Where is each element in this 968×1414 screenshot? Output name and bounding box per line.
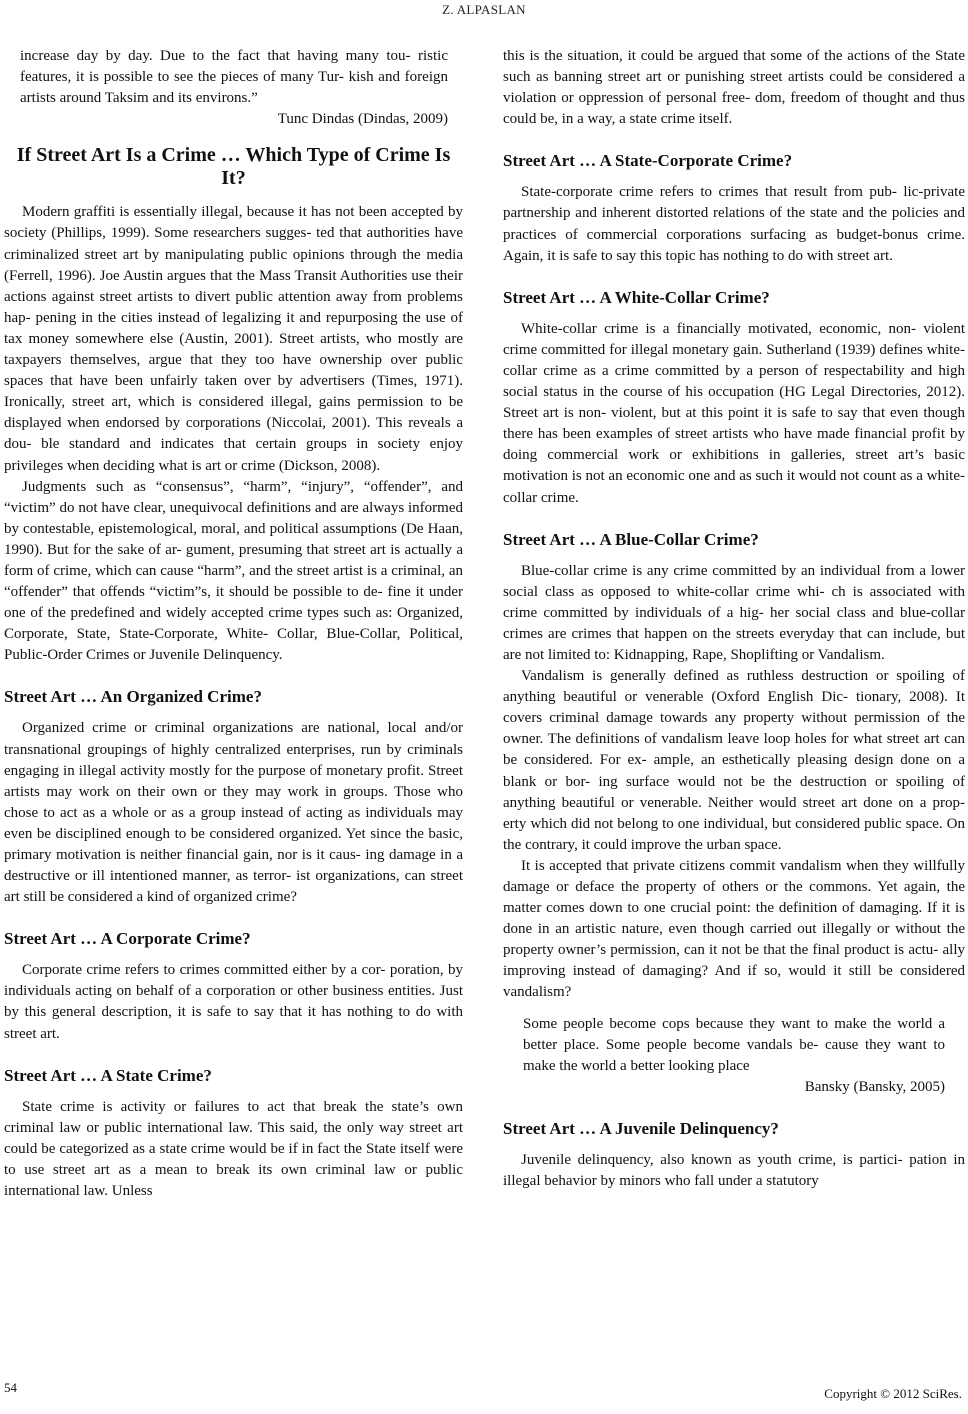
- paragraph: Organized crime or criminal organizations are national, local and/or transnational groupings of highly centralized enterprises, run by criminals engaging in illegal activity mostly for the purpose of monetary profit. Street artists may work on their own or they may work in groups. Those who chose to act as a whole or as a group instead of acting as individuals may even be disciplined enough to be considered organized. Yet since the basic, primary motivation is neither financial gain, nor is it caus- ing damage in a destructive or ill intentioned manner, as terror- ist organizations, can street art still be considered a kind of organized crime?: [4, 720, 463, 906]
- running-head: Z. ALPASLAN: [442, 2, 526, 17]
- right-column: [503, 46, 965, 1192]
- paragraph: Corporate crime refers to crimes committed either by a cor- poration, by individuals acting on behalf of a corporation or other business entities. Just by this general description, it is safe to say that it has nothing to do with street art.: [4, 962, 463, 1042]
- heading-blue-collar-crime: Street Art … A Blue-Collar Crime?: [503, 529, 759, 549]
- heading-organized-crime: Street Art … An Organized Crime?: [4, 687, 262, 707]
- paragraph: State-corporate crime refers to crimes that result from pub- lic-private partnership and inherent distorted relations of the state and the policies and practices of commercial corporations surfacing as budget-bonus crime. Again, it is safe to say this topic has nothing to do with street art.: [503, 184, 965, 264]
- paragraph: State crime is activity or failures to act that break the state’s own criminal law or public international law. This said, the only way street art could be categorized as a state crime would be if in fact the State itself were to use street art as a mean to break its own criminal law or public international law. Unless: [4, 1098, 463, 1200]
- heading-state-corporate-crime: Street Art … A State-Corporate Crime?: [503, 151, 793, 171]
- heading-white-collar-crime: Street Art … A White-Collar Crime?: [503, 287, 770, 307]
- paragraph: Modern graffiti is essentially illegal, because it has not been accepted by society (Phillips, 1999). Some researchers sugges- ted that authorities have criminalized street art by manipulating public opinions through the media (Ferrell, 1996). Joe Austin argues that the Mass Transit Authorities use their actions against street artists to divert public attention away from problems hap- pening in the cities instead of legalizing it and repurposing the use of tax money somewhere else (Austin, 2001). Street artists, who mostly are taxpayers themselves, argue that they too have ownership over public spaces that have been unfairly taken over by advertisers (Times, 1971). Ironically, street art, which is considered illegal, gains permission to be displayed when endorsed by corporations (Niccolai, 2001). This reveals a dou- ble standard and indicates that certain groups in society enjoy privileges when deciding what is art or crime (Dickson, 2008).: [4, 204, 463, 474]
- heading-corporate-crime: Street Art … A Corporate Crime?: [4, 929, 251, 949]
- paragraph: Juvenile delinquency, also known as youth crime, is partici- pation in illegal behavior by minors who fall under a statutory: [503, 1151, 965, 1190]
- heading-state-crime: Street Art … A State Crime?: [4, 1065, 212, 1085]
- paragraph: White-collar crime is a financially motivated, economic, non- violent crime committed for illegal monetary gain. Sutherland (1939) defines white-collar crime as a crime committed by a person of respectability and high social status in the course of his occupation (HG Legal Directories, 2012). Street art is non- violent, but at this point it is safe to say that even though there has been examples of street artists who have made financial profit by doing commercial work or exhibitions in galleries, street art’s basic motivation is not an economic one and as such it would not count as a white-collar crime.: [503, 320, 965, 506]
- left-column: [4, 46, 463, 1202]
- heading-juvenile-delinquency: Street Art … A Juvenile Delinquency?: [503, 1118, 779, 1138]
- paragraph: this is the situation, it could be argued that some of the actions of the State such as banning street art or punishing street artists could be considered a violation or oppression of personal free- dom, freedom of thought and thus could be, in a way, a state crime itself.: [503, 48, 965, 128]
- paragraph: Judgments such as “consensus”, “harm”, “injury”, “offender”, and “victim” do not have clear, unequivocal definitions and are always informed by contestable, epistemological, moral, and political assumptions (De Haan, 1990). But for the sake of ar- gument, presuming that street art is actually a form of crime, which can cause “harm”, and the street artist is a criminal, an “offender” that offends “victim”s, it should be possible to de- fine it under one of the predefined and widely accepted crime types such as: Organized, Corporate, State, State-Corporate, White- Collar, Blue-Collar, Political, Public-Order Crimes or Juvenile Delinquency.: [4, 478, 463, 664]
- quote-attribution: Tunc Dindas (Dindas, 2009): [277, 111, 448, 128]
- block-quote: [523, 1014, 945, 1098]
- quote-attribution: Bansky (Bansky, 2005): [804, 1078, 945, 1095]
- paragraph: Vandalism is generally defined as ruthless destruction or spoiling of anything beautiful or venerable (Oxford English Dic- tionary, 2008). It covers criminal damage towards any property without permission of the owner. The definitions of vandalism leave loop holes for what street art can be considered. For ex- ample, an esthetically pleasing design done on a blank or bor- ing surface would not be the destruction or spoiling of anything beautiful or venerable. Neither would street art done on a prop- erty which did not belong to one individual, but considered public space. On the contrary, it could improve the urban space.: [503, 668, 965, 853]
- paragraph: It is accepted that private citizens commit vandalism when they willfully damage or deface the property of others or the commons. Yet again, the matter comes down to one crucial point: the definition of damaging. If it is done in an artistic nature, even though carried out illegally or without the property owner’s permission, can it not be that the final product is actu- ally improving instead of damaging? And if so, would it still be considered vandalism?: [503, 857, 965, 1001]
- paragraph: Blue-collar crime is any crime committed by an individual from a lower social class as opposed to white-collar crime whi- ch is associated with crime committed by individuals of a hig- her social class and blue-collar crimes are crimes that happen on the streets everyday that can include, but are not limited to: Kidnapping, Rape, Shoplifting or Vandalism.: [503, 562, 965, 663]
- epigraph-quote: [20, 46, 448, 130]
- section-title: If Street Art Is a Crime … Which Type of Crime Is It?: [16, 144, 451, 190]
- quote-text: increase day by day. Due to the fact that having many tou- ristic features, it is possible to see the pieces of many Tur- kish and foreign artists around Taksim and its environs.”: [20, 48, 448, 107]
- page-number: 54: [4, 1380, 17, 1395]
- copyright-notice: Copyright © 2012 SciRes.: [824, 1386, 962, 1401]
- quote-text: Some people become cops because they want to make the world a better place. Some people become vandals be- cause they want to make the world a better looking place: [523, 1015, 945, 1074]
